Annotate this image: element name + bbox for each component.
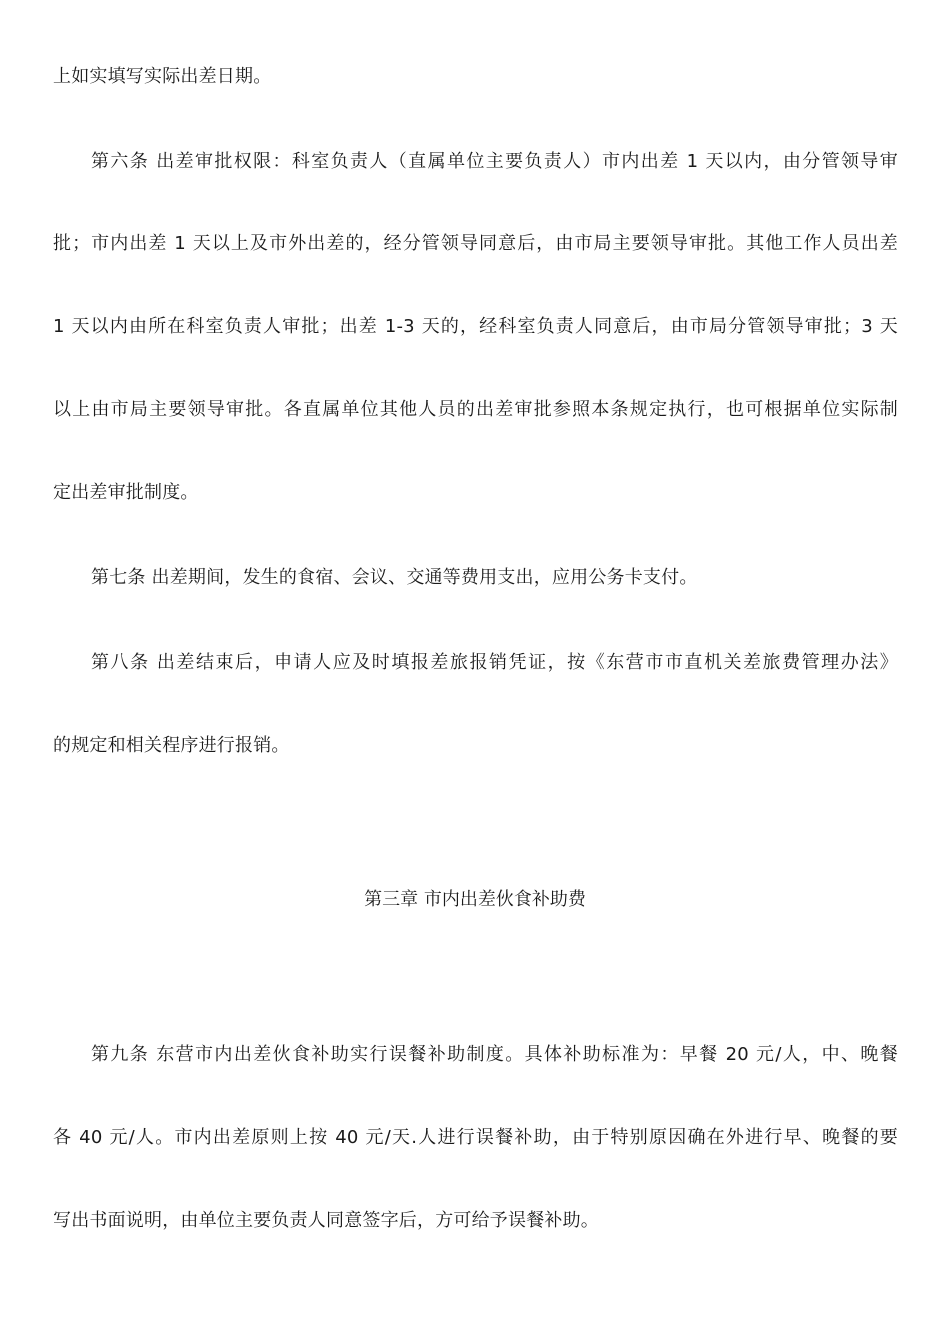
article-6-line-2: 批；市内出差 1 天以上及市外出差的，经分管领导同意后，由市局主要领导审批。其他工作人员出差 (53, 233, 898, 254)
chapter-heading: 第三章 市内出差伙食补助费 (364, 889, 586, 910)
article-6-line-4: 以上由市局主要领导审批。各直属单位其他人员的出差审批参照本条规定执行，也可根据单位实际制 (53, 399, 898, 420)
article-6-line-3: 1 天以内由所在科室负责人审批；出差 1-3 天的，经科室负责人同意后，由市局分管领导审批；3 天 (53, 316, 898, 337)
article-7-line-1: 第七条 出差期间，发生的食宿、会议、交通等费用支出，应用公务卡支付。 (91, 567, 698, 588)
article-9-line-3: 写出书面说明，由单位主要负责人同意签字后，方可给予误餐补助。 (53, 1210, 599, 1231)
article-8-line-2: 的规定和相关程序进行报销。 (53, 735, 290, 756)
article-8-line-1: 第八条 出差结束后，申请人应及时填报差旅报销凭证，按《东营市市直机关差旅费管理办法》 (91, 652, 898, 673)
article-6-line-1: 第六条 出差审批权限：科室负责人（直属单位主要负责人）市内出差 1 天以内，由分管领导审 (91, 151, 898, 172)
article-6-line-5: 定出差审批制度。 (53, 482, 199, 503)
paragraph-line: 上如实填写实际出差日期。 (53, 66, 272, 87)
article-9-line-2: 各 40 元/人。市内出差原则上按 40 元/天.人进行误餐补助，由于特别原因确在外进行早、晚餐的要 (53, 1127, 898, 1148)
article-9-line-1: 第九条 东营市内出差伙食补助实行误餐补助制度。具体补助标准为：早餐 20 元/人，中、晚餐 (91, 1044, 898, 1065)
